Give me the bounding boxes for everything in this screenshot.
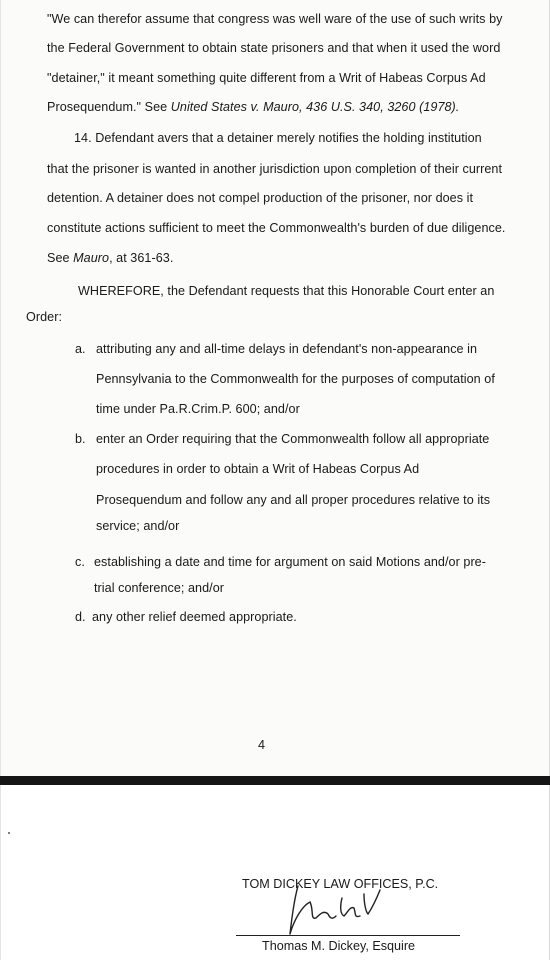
item-a-line: time under Pa.R.Crim.P. 600; and/or	[96, 402, 300, 416]
scan-speck	[8, 832, 10, 834]
item-b-letter: b.	[75, 432, 86, 446]
item-b-line: procedures in order to obtain a Writ of Habeas Corpus Ad	[96, 462, 420, 476]
item-b-line: service; and/or	[96, 519, 180, 533]
case-citation: Mauro	[73, 251, 110, 265]
firm-name: TOM DICKEY LAW OFFICES, P.C.	[242, 877, 439, 891]
page-number: 4	[258, 738, 266, 752]
citation-prefix: Prosequendum." See	[47, 100, 171, 114]
paragraph-14-line	[47, 251, 173, 265]
signer-name: Thomas M. Dickey, Esquire	[262, 939, 416, 953]
item-c-line: trial conference; and/or	[94, 581, 225, 595]
item-a-line: attributing any and all-time delays in defendant's non-appearance in	[96, 342, 478, 356]
item-b-line: Prosequendum and follow any and all proper procedures relative to its	[96, 493, 491, 507]
paragraph-14-line: that the prisoner is wanted in another jurisdiction upon completion of their current	[47, 162, 503, 176]
item-d-letter: d.	[75, 610, 86, 624]
item-d-line: any other relief deemed appropriate.	[92, 610, 297, 624]
case-citation: United States v. Mauro, 436 U.S. 340, 3260 (1978).	[170, 100, 460, 114]
paragraph-quote-line: the Federal Government to obtain state prisoners and that when it used the word	[47, 41, 501, 55]
item-b-line: enter an Order requiring that the Commonwealth follow all appropriate	[96, 432, 490, 446]
paragraph-quote-line: "We can therefor assume that congress was well ware of the use of such writs by	[47, 12, 503, 26]
paragraph-quote-line: "detainer," it meant something quite different from a Writ of Habeas Corpus Ad	[47, 71, 486, 85]
item-c-line: establishing a date and time for argument on said Motions and/or pre-	[94, 555, 486, 569]
handwritten-signature	[280, 880, 390, 940]
wherefore-line: WHEREFORE, the Defendant requests that this Honorable Court enter an	[78, 284, 495, 298]
paragraph-14-line: 14. Defendant avers that a detainer merely notifies the holding institution	[74, 131, 482, 145]
document-page-lower	[0, 785, 550, 960]
paragraph-14-line: detention. A detainer does not compel production of the prisoner, nor does it	[47, 191, 474, 205]
signature-line	[236, 935, 460, 936]
paragraph-quote-line	[47, 100, 459, 114]
item-c-letter: c.	[75, 555, 85, 569]
citation-suffix: , at 361-63.	[109, 251, 174, 265]
citation-prefix: See	[47, 251, 74, 265]
item-a-letter: a.	[75, 342, 86, 356]
page-divider	[0, 776, 550, 785]
paragraph-14-line: constitute actions sufficient to meet the Commonwealth's burden of due diligence.	[47, 221, 506, 235]
wherefore-line: Order:	[26, 310, 62, 324]
item-a-line: Pennsylvania to the Commonwealth for the purposes of computation of	[96, 372, 495, 386]
